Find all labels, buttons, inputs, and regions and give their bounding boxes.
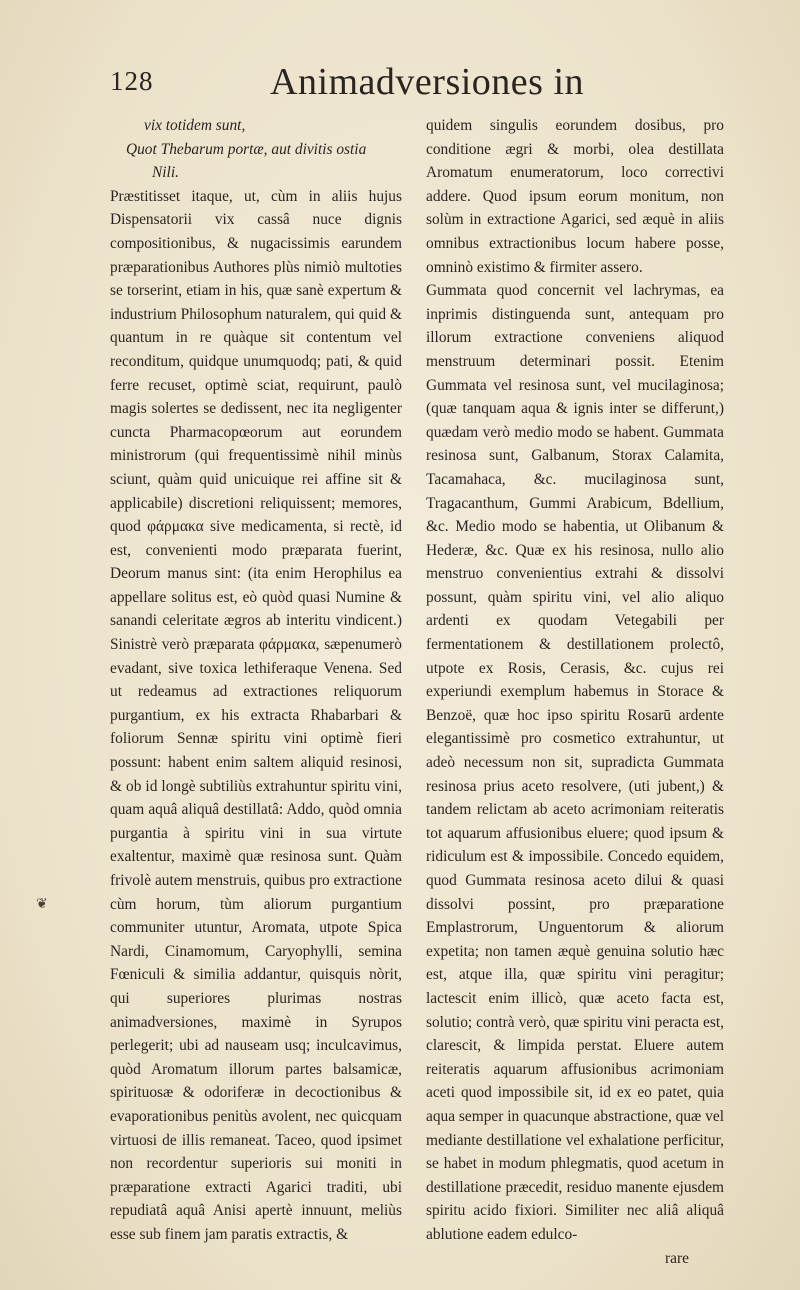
verse-line-2: Quot Thebarum portæ, aut divitis ostia [126, 140, 367, 158]
right-paragraph-2: Gummata quod concernit vel lachrymas, ea inprimis distinguenda sunt, antequam pro illorum extractione conveniens aliquod menstruum determinari possit. Etenim Gummata vel resinosa sunt, vel mucilaginosa; (quæ tanquam aqua & ignis inter se differunt,) quædam verò medio modo se habent. Gummata resinosa sunt, Galbanum, Storax Calamita, Tacamahaca, &c. mucilaginosa sunt, Tragacanthum, Gummi Arabicum, Bdellium, &c. Medio modo se habentia, ut Olibanum & Hederæ, &c. Quæ ex his resinosa, nullo alio menstruo convenientius extrahi & dissolvi possunt, quàm spiritu vini, vel alio aliquo ardenti ex quodam Vetegabili per fermentationem & destillationem prolectô, utpote ex Rosis, Cerasis, &c. cujus rei experiundi exemplum habemus in Storace & Benzoë, quæ hoc ipso spiritu Rosarū ardente elegantissimè pro cosmetico extrahuntur, ut adeò necessum non sit, supradicta Gummata resinosa prius aceto resolvere, (uti jubent,) & tandem relictam ab aceto acrimoniam reiteratis tot aquarum affusionibus eluere; quod ipsum & ridiculum est & impossibile. Concedo equidem, quod Gummata resinosa aceto dilui & quasi dissolvi possint, pro præparatione Emplastrorum, Unguentorum & aliorum expetita; non tamen æquè genuina solutio hæc est, atque illa, quæ spiritu vini peragitur; lactescit enim illicò, quæ aceto facta est, solutio; contrà verò, quæ spiritu vini peracta est, clarescit, & limpida perstat. Eluere autem reiteratis aquarum affusionibus acrimoniam aceti quod impossibile sit, id ex eo patet, quia aqua semper in quacunque abstractione, quæ vel mediante destillatione vel exhalatione perficitur, se habet in modum phlegmatis, quod acetum in destillatione præcedit, residuo manente ejusdem spiritu acido fixiori. Similiter nec aliâ aliquâ ablutione eadem edulco- [426, 282, 724, 1243]
left-paragraph-1: Præstitisset itaque, ut, cùm in aliis hujus Dispensatorii vix cassâ nuce dignis compositionibus, & nugacissimis earundem præparationibus Authores plùs nimiò multoties se torserint, etiam in his, quæ sanè expertum & industrium Philosophum naturalem, qui quid & quantum in re quàque sit contentum vel reconditum, quidque unumquodq; pati, & quid ferre recuset, optimè sciat, requirunt, paulò magis solertes se dedissent, nec ita negligenter cuncta Pharmacopœorum aut eorundem ministrorum (qui frequentissimè nihil minùs sciunt, quàm quid unicuique rei affine sit & applicabile) discretioni reliquissent; memores, quod φάρμακα sive medicamenta, si rectè, id est, convenienti modo præparata fuerint, Deorum manus sint: (ita enim Herophilus ea appellare solitus est, eò quòd quasi Numine & sanandi celeritate ægros ab interitu vindicent.) Sinistrè verò præparata φάρμακα, sæpenumerò evadant, sive toxica lethiferaque Venena. Sed ut redeamus ad extractiones reliquorum purgantium, ex his extracta Rhabarbari & foliorum Sennæ spiritu vini optimè fieri possunt: habent enim saltem aliquid resinosi, & ob id longè subtiliùs extrahuntur spiritu vini, quam aquâ aliquâ destillatâ: Addo, quòd omnia purgantia à spiritu vini in sua virtute exaltentur, maximè quæ resinosa sunt. Quàm frivolè autem menstruis, quibus pro extractione cùm horum, tùm aliorum purgantium communiter utuntur, Aromata, utpote Spica Nardi, Cinamomum, Caryophylli, semina Fœniculi & similia addantur, quisquis nòrit, qui superiores plurimas nostras animadversiones, maximè in Syrupos perlegerit; ubi ad nauseam usq; inculcavimus, quòd Aromatum illorum partes balsamicæ, spirituosæ & odoriferæ in decoctionibus & evaporationibus penitùs avolent, nec quicquam virtuosi de illis remaneat. Taceo, quod ipsimet non recordentur superioris sui moniti in præparatione extracti Agarici traditi, ubi repudiatâ aquâ Anisi apertè innuunt, meliùs esse sub finem jam paratis extractis, & [110, 187, 402, 1243]
page-number: 128 [110, 66, 154, 96]
page-header [0, 60, 800, 108]
catchword: rare [665, 1250, 689, 1267]
running-title: Animadversiones in [270, 61, 585, 103]
verse-line-3: Nili. [152, 164, 179, 182]
margin-mark: ❦ [36, 897, 48, 912]
right-paragraph-1: quidem singulis eorundem dosibus, pro conditione ægri & morbi, olea destillata Aromatum enumeratorum, loco correctivi addere. Quod ipsum eorum monitum, non solùm in extractione Agarici, sed æquè in aliis omnibus extractionibus locum habere posse, omninò existimo & firmiter assero. [426, 117, 724, 276]
right-column [426, 114, 724, 1247]
left-column [110, 114, 402, 1247]
verse-line-1: vix totidem sunt, [144, 117, 246, 134]
